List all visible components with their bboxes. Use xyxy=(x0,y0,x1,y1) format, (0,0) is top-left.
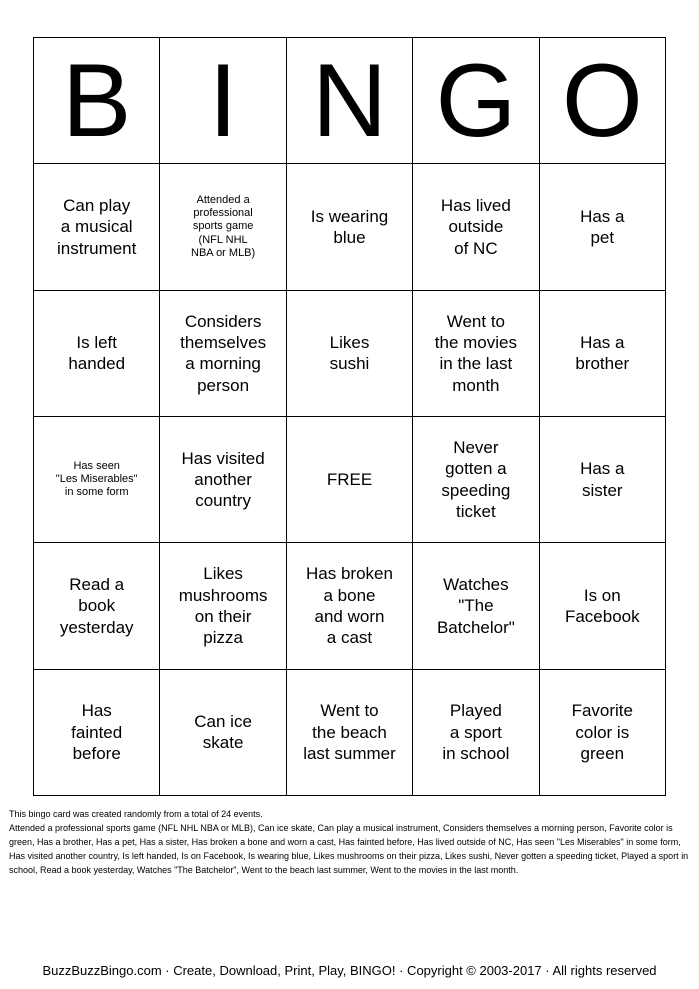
bingo-cell: Went to the beach last summer xyxy=(287,670,413,796)
bingo-cell: Never gotten a speeding ticket xyxy=(413,417,539,543)
bingo-cell: Is left handed xyxy=(34,291,160,417)
header-letter-g: G xyxy=(413,38,539,164)
bingo-cell: Watches "The Batchelor" xyxy=(413,543,539,669)
bingo-cell: Played a sport in school xyxy=(413,670,539,796)
bingo-cell: Has visited another country xyxy=(160,417,286,543)
card-description xyxy=(9,807,693,877)
free-cell: FREE xyxy=(287,417,413,543)
bingo-cell: Read a book yesterday xyxy=(34,543,160,669)
header-letter-b: B xyxy=(34,38,160,164)
bingo-cell: Attended a professional sports game (NFL NHL NBA or MLB) xyxy=(160,164,286,290)
bingo-cell: Favorite color is green xyxy=(540,670,666,796)
header-letter-o: O xyxy=(540,38,666,164)
bingo-cell: Likes mushrooms on their pizza xyxy=(160,543,286,669)
footer-copyright: BuzzBuzzBingo.com · Create, Download, Print, Play, BINGO! · Copyright © 2003-2017 · All rights reserved xyxy=(42,963,657,978)
bingo-cell: Has fainted before xyxy=(34,670,160,796)
bingo-cell: Has seen "Les Miserables" in some form xyxy=(34,417,160,543)
bingo-cell: Has lived outside of NC xyxy=(413,164,539,290)
bingo-cell: Has a pet xyxy=(540,164,666,290)
bingo-cell: Can ice skate xyxy=(160,670,286,796)
event-list: Attended a professional sports game (NFL NHL NBA or MLB), Can ice skate, Can play a musical instrument, Considers themselves a morning person, Favorite color is green, Has a brother, Has a pet, Has a sister, Has broken a bone and worn a cast, Has fainted before, Has lived outside of NC, Has seen "Les Miserables" in some form, Has visited another country, Is left handed, Is on Facebook, Is wearing blue, Likes mushrooms on their pizza, Likes sushi, Never gotten a speeding ticket, Played a sport in school, Read a book yesterday, Watches "The Batchelor", Went to the beach last summer, Went to the movies in the last month. xyxy=(9,823,689,875)
description-intro: This bingo card was created randomly from a total of 24 events. xyxy=(9,809,263,819)
bingo-cell: Has a brother xyxy=(540,291,666,417)
bingo-cell: Considers themselves a morning person xyxy=(160,291,286,417)
header-letter-i: I xyxy=(160,38,286,164)
header-letter-n: N xyxy=(287,38,413,164)
bingo-cell: Has broken a bone and worn a cast xyxy=(287,543,413,669)
bingo-cell: Likes sushi xyxy=(287,291,413,417)
bingo-cell: Went to the movies in the last month xyxy=(413,291,539,417)
bingo-cell: Is on Facebook xyxy=(540,543,666,669)
bingo-card xyxy=(33,37,666,796)
bingo-cell: Can play a musical instrument xyxy=(34,164,160,290)
bingo-cell: Is wearing blue xyxy=(287,164,413,290)
bingo-cell: Has a sister xyxy=(540,417,666,543)
